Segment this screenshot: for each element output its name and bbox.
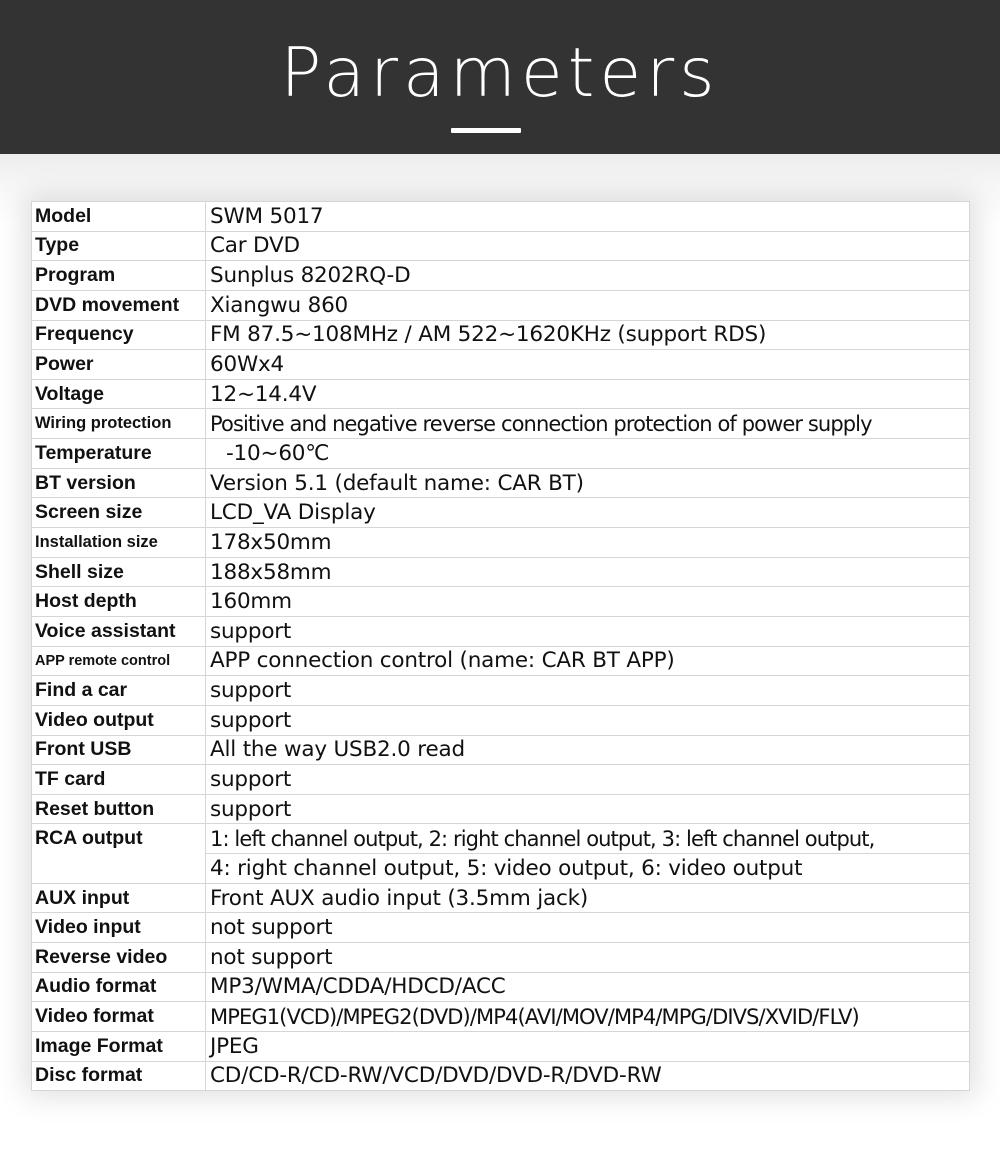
param-label: Shell size [32,557,206,587]
table-row [32,854,970,884]
param-value: not support [206,943,970,973]
table-row [32,290,970,320]
param-label: Host depth [32,587,206,617]
table-row [32,557,970,587]
param-value: 60Wx4 [206,350,970,380]
table-row [32,202,970,232]
table-row [32,1031,970,1061]
param-label: Screen size [32,498,206,528]
param-label: Video input [32,913,206,943]
table-row [32,705,970,735]
param-label: Program [32,261,206,291]
param-value: MP3/WMA/CDDA/HDCD/ACC [206,972,970,1002]
param-value: 1: left channel output, 2: right channel output, 3: left channel output, [206,824,970,854]
param-value: JPEG [206,1031,970,1061]
param-value: Sunplus 8202RQ-D [206,261,970,291]
param-label: RCA output [32,824,206,854]
table-row [32,735,970,765]
param-value: 4: right channel output, 5: video output, 6: video output [206,854,970,884]
param-label: Installation size [32,528,206,558]
param-value: LCD_VA Display [206,498,970,528]
param-label: DVD movement [32,290,206,320]
table-row [32,972,970,1002]
param-value: Version 5.1 (default name: CAR BT) [206,468,970,498]
header-banner [0,0,1000,154]
page-title: Parameters [280,34,720,113]
table-row [32,587,970,617]
param-label: Image Format [32,1031,206,1061]
table-row [32,646,970,676]
param-label: Temperature [32,439,206,469]
param-label: Power [32,350,206,380]
param-value: support [206,705,970,735]
table-row [32,1002,970,1032]
table-row [32,913,970,943]
param-label: Frequency [32,320,206,350]
param-label: Reverse video [32,943,206,973]
param-label: TF card [32,765,206,795]
param-label: Find a car [32,676,206,706]
table-row [32,883,970,913]
param-value: support [206,765,970,795]
param-value: 188x58mm [206,557,970,587]
table-row [32,379,970,409]
param-label: Audio format [32,972,206,1002]
param-label: Front USB [32,735,206,765]
param-label: Video format [32,1002,206,1032]
table-row [32,261,970,291]
param-value: MPEG1(VCD)/MPEG2(DVD)/MP4(AVI/MOV/MP4/MPG/DIVS/XVID/FLV) [206,1002,970,1032]
param-label: Voice assistant [32,616,206,646]
param-value: Xiangwu 860 [206,290,970,320]
param-label: Wiring protection [32,409,206,439]
param-value: FM 87.5~108MHz / AM 522~1620KHz (support RDS) [206,320,970,350]
param-value: Car DVD [206,231,970,261]
param-label-continued [32,854,206,884]
table-row [32,350,970,380]
parameters-table [31,201,970,1091]
param-value: APP connection control (name: CAR BT APP) [206,646,970,676]
table-row [32,676,970,706]
table-row [32,320,970,350]
param-value: support [206,616,970,646]
param-value: support [206,794,970,824]
param-label: AUX input [32,883,206,913]
table-row [32,943,970,973]
table-row [32,231,970,261]
param-value: 12~14.4V [206,379,970,409]
param-value: SWM 5017 [206,202,970,232]
param-value: 178x50mm [206,528,970,558]
param-label: Type [32,231,206,261]
param-label: Video output [32,705,206,735]
param-label: APP remote control [32,646,206,676]
param-value: not support [206,913,970,943]
param-label: Voltage [32,379,206,409]
param-value: All the way USB2.0 read [206,735,970,765]
table-row [32,1061,970,1091]
title-underline [451,128,521,133]
table-row [32,439,970,469]
param-value: CD/CD-R/CD-RW/VCD/DVD/DVD-R/DVD-RW [206,1061,970,1091]
table-row [32,765,970,795]
param-value: support [206,676,970,706]
table-row [32,616,970,646]
param-value: 160mm [206,587,970,617]
table-row [32,498,970,528]
table-row [32,824,970,854]
param-label: Reset button [32,794,206,824]
param-label: Model [32,202,206,232]
table-row [32,528,970,558]
param-value: Positive and negative reverse connection protection of power supply [206,409,970,439]
param-label: Disc format [32,1061,206,1091]
table-row [32,794,970,824]
param-label: BT version [32,468,206,498]
table-row [32,409,970,439]
table-row [32,468,970,498]
param-value: Front AUX audio input (3.5mm jack) [206,883,970,913]
param-value: -10~60℃ [206,439,970,469]
